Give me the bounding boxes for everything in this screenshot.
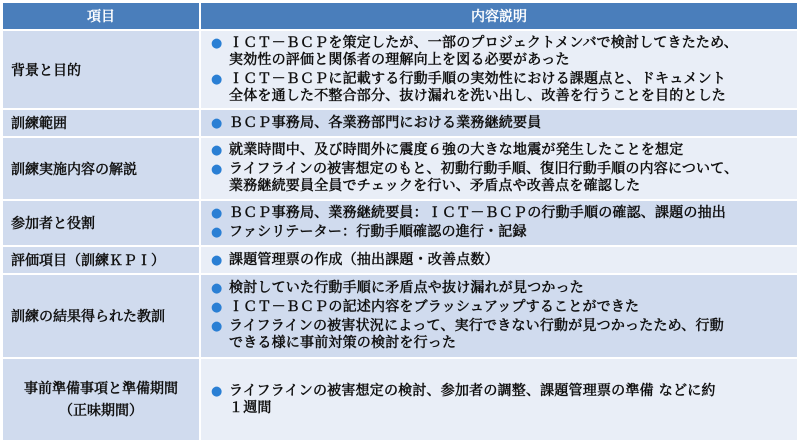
bullet-icon: ● bbox=[211, 35, 223, 51]
list-item: ● 就業時間中、及び時間外に震度６強の大きな地震が発生したことを想定 bbox=[211, 142, 684, 158]
bullet-icon: ● bbox=[211, 71, 223, 87]
header-description: 内容説明 bbox=[201, 3, 797, 29]
row-label-background: 背景と目的 bbox=[3, 31, 199, 108]
list-item: ● 検討していた行動手順に矛盾点や抜け漏れが見つかった bbox=[211, 280, 584, 296]
row-label-scope: 訓練範囲 bbox=[3, 110, 199, 136]
list-item: ● ＢＣＰ事務局、各業務部門における業務継続要員 bbox=[211, 114, 542, 131]
bullet-icon: ● bbox=[211, 225, 223, 240]
row-label-lessons: 訓練の結果得られた教訓 bbox=[3, 275, 199, 357]
bullet-icon: ● bbox=[211, 143, 223, 158]
row-content-preparation bbox=[201, 359, 797, 440]
list-item: ● ライフラインの被害状況によって、実行できない行動が見つかったため、行動 できる様に事前対策の検討を行った bbox=[211, 318, 724, 351]
bullet-icon: ● bbox=[211, 281, 223, 296]
bullet-icon: ● bbox=[211, 162, 223, 177]
list-item: ● ＩＣＴ－ＢＣＰを策定したが、一部のプロジェクトメンバで検討してきたため、 実効性の評価と関係者の理解向上を図る必要があった bbox=[211, 34, 738, 68]
bullet-icon: ● bbox=[211, 252, 223, 268]
row-content-lessons bbox=[201, 275, 797, 357]
list-item: ● ＩＣＴ－ＢＣＰの記述内容をブラッシュアップすることができた bbox=[211, 299, 640, 315]
row-label-preparation-main: 事前準備事項と準備期間 bbox=[24, 380, 178, 397]
row-content-kpi bbox=[201, 247, 797, 273]
content-table bbox=[3, 3, 797, 440]
list-item: ● ＩＣＴ－ＢＣＰに記載する行動手順の実効性における課題点と、ドキュメント 全体を通した不整合部分、抜け漏れを洗い出し、改善を行うことを目的とした bbox=[211, 70, 726, 104]
bullet-icon: ● bbox=[211, 206, 223, 221]
list-item: ● 課題管理票の作成（抽出課題・改善点数） bbox=[211, 251, 499, 268]
row-label-preparation bbox=[3, 359, 199, 440]
row-label-kpi: 評価項目（訓練ＫＰＩ） bbox=[3, 247, 199, 273]
bullet-icon: ● bbox=[211, 300, 223, 315]
list-item: ● ファシリテーター：行動手順確認の進行・記録 bbox=[211, 224, 527, 240]
row-content-details bbox=[201, 138, 797, 199]
row-label-participants: 参加者と役割 bbox=[3, 201, 199, 245]
row-content-scope bbox=[201, 110, 797, 136]
bullet-icon: ● bbox=[211, 319, 223, 334]
list-item: ● ライフラインの被害想定の検討、参加者の調整、課題管理票の準備 などに約 １週間 bbox=[211, 382, 716, 416]
header-item: 項目 bbox=[3, 3, 199, 29]
row-content-background bbox=[201, 31, 797, 108]
row-label-details: 訓練実施内容の解説 bbox=[3, 138, 199, 199]
row-label-preparation-sub: （正味期間） bbox=[59, 402, 143, 419]
row-content-participants bbox=[201, 201, 797, 245]
bullet-icon: ● bbox=[211, 383, 223, 399]
list-item: ● ＢＣＰ事務局、業務継続要員：ＩＣＴ－ＢＣＰの行動手順の確認、課題の抽出 bbox=[211, 205, 726, 221]
bullet-icon: ● bbox=[211, 115, 223, 131]
list-item: ● ライフラインの被害想定のもと、初動行動手順、復旧行動手順の内容について、 業務継続要員全員でチェックを行い、矛盾点や改善点を確認した bbox=[211, 161, 739, 194]
